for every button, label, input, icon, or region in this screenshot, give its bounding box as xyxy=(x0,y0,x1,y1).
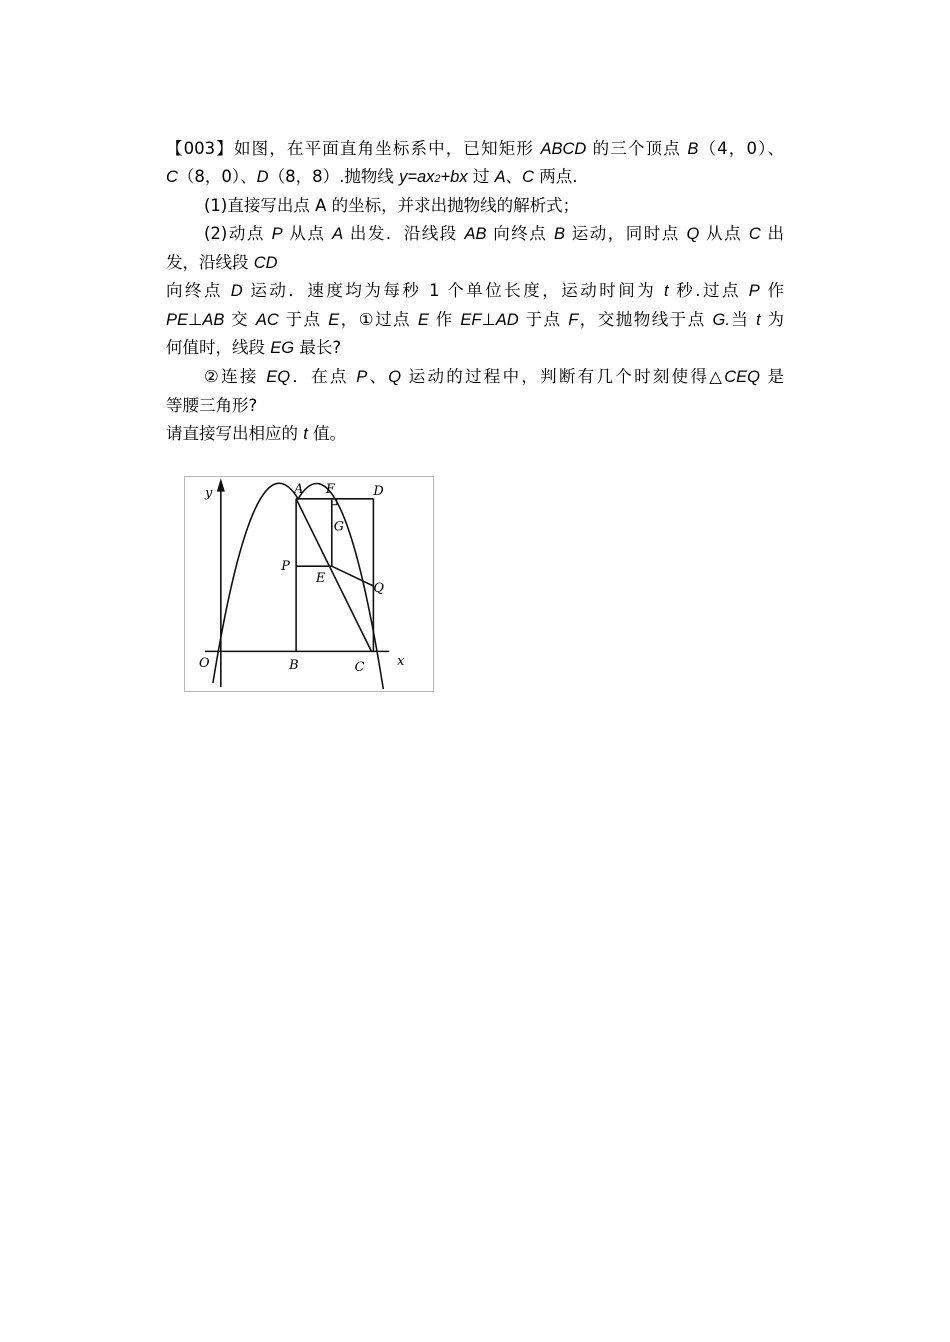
text-segment: (2)动点 xyxy=(204,224,272,243)
text-segment: 向终点 xyxy=(166,281,231,300)
text-segment: （8，8）.抛物线 xyxy=(268,167,400,186)
text-segment: 、 xyxy=(367,367,389,386)
text-segment: 为 xyxy=(760,310,784,329)
text-segment: （4，0）、 xyxy=(698,139,785,158)
text-segment: ，①过点 xyxy=(339,310,418,329)
math-eq: EQ xyxy=(266,368,291,386)
problem-bracket-close: 】 xyxy=(215,139,234,158)
text-segment: 是 xyxy=(759,367,784,386)
geometry-diagram xyxy=(185,477,433,691)
math-e: E xyxy=(417,311,429,329)
label-e: E xyxy=(315,571,326,587)
label-g: G xyxy=(333,519,345,535)
text-segment: 从点 xyxy=(699,224,749,243)
text-segment: 交 xyxy=(224,310,256,329)
text-segment: 何值时，线段 xyxy=(166,338,271,357)
math-b: B xyxy=(554,225,566,243)
math-c: C xyxy=(522,168,535,186)
problem-line-3 xyxy=(204,196,579,216)
text-segment: 的三个顶点 xyxy=(586,139,688,158)
text-segment: 运动的过程中，判断有几个时刻使得△ xyxy=(401,367,725,386)
label-b: B xyxy=(289,658,299,674)
math-ac: AC xyxy=(255,311,279,329)
text-segment: ②连接 xyxy=(204,367,267,386)
math-q: Q xyxy=(686,225,700,243)
text-segment: 运动，同时点 xyxy=(565,224,687,243)
math-t: t xyxy=(303,425,308,443)
math-a: A xyxy=(332,225,344,243)
text-segment: 运动．速度均为每秒 1 个单位长度，运动时间为 xyxy=(242,281,664,300)
math-c: C xyxy=(748,225,761,243)
math-equation-exponent: 2 xyxy=(434,173,441,185)
problem-bracket-open: 【 xyxy=(166,139,184,158)
math-p: P xyxy=(356,368,368,386)
geometry-figure xyxy=(184,476,434,692)
label-p: P xyxy=(281,559,290,575)
math-ef: EF xyxy=(460,311,482,329)
label-x: x xyxy=(397,654,405,670)
text-segment: 向终点 xyxy=(486,224,555,243)
text-segment: 如图，在平面直角坐标系中，已知矩形 xyxy=(233,139,541,158)
problem-line-8 xyxy=(166,338,341,358)
text-segment: 最长? xyxy=(294,338,342,357)
math-ab: AB xyxy=(464,225,487,243)
text-segment: 出 xyxy=(760,224,784,243)
text-segment: 于点 xyxy=(518,310,569,329)
math-q: Q xyxy=(388,368,402,386)
math-a: A xyxy=(494,168,506,186)
math-ceq: CEQ xyxy=(724,368,760,386)
text-segment: 从点 xyxy=(282,224,333,243)
text-segment: 等腰三角形? xyxy=(166,396,258,415)
problem-line-4 xyxy=(204,224,784,244)
text-segment: 当 xyxy=(729,310,757,329)
problem-line-2 xyxy=(166,167,578,189)
text-segment: 两点. xyxy=(534,167,578,186)
text-segment: 发，沿线段 xyxy=(166,253,254,272)
math-t: t xyxy=(756,311,761,329)
math-cd: CD xyxy=(253,254,278,272)
text-segment: ⊥ xyxy=(188,310,203,329)
text-segment: 出发．沿线段 xyxy=(343,224,465,243)
problem-number: 003 xyxy=(183,139,216,158)
math-equation-part1: y=ax xyxy=(399,168,435,186)
text-segment: （8，0）、 xyxy=(177,167,257,186)
text-segment: ，交抛物线于点 xyxy=(578,310,713,329)
math-b: B xyxy=(687,140,699,158)
problem-line-7 xyxy=(166,310,784,330)
label-o: O xyxy=(199,656,210,672)
text-segment: 值。 xyxy=(307,424,347,443)
math-ab: AB xyxy=(202,311,225,329)
math-abcd: ABCD xyxy=(540,140,587,158)
problem-line-9 xyxy=(204,367,784,387)
math-p: P xyxy=(748,282,760,300)
problem-line-1 xyxy=(166,139,784,159)
label-y: y xyxy=(204,485,213,501)
problem-line-11 xyxy=(166,424,346,444)
problem-line-6 xyxy=(166,281,784,301)
math-eg: EG xyxy=(270,339,295,357)
math-t: t xyxy=(663,282,669,300)
math-d: D xyxy=(230,282,243,300)
label-a: A xyxy=(294,481,304,497)
label-q: Q xyxy=(373,580,384,596)
text-segment: 秒.过点 xyxy=(668,281,749,300)
math-ad: AD xyxy=(495,311,519,329)
text-segment: 请直接写出相应的 xyxy=(166,424,304,443)
text-segment: 、 xyxy=(505,167,523,186)
text-segment: 过 xyxy=(467,167,495,186)
text-segment: ⊥ xyxy=(481,310,496,329)
math-g: G. xyxy=(712,311,730,329)
math-equation-part2: +bx xyxy=(440,168,468,186)
text-segment: 于点 xyxy=(278,310,329,329)
label-d: D xyxy=(373,483,384,499)
text-segment: ．在点 xyxy=(290,367,357,386)
text-segment: 作 xyxy=(759,281,784,300)
math-c: C xyxy=(166,168,178,186)
problem-line-5 xyxy=(166,253,278,273)
math-d: D xyxy=(256,168,269,186)
text-segment: 作 xyxy=(428,310,461,329)
label-c: C xyxy=(354,660,365,676)
math-e: E xyxy=(328,311,340,329)
problem-line-10 xyxy=(166,396,257,416)
text-segment: (1)直接写出点 A 的坐标，并求出抛物线的解析式； xyxy=(204,196,580,215)
math-f: F xyxy=(568,311,579,329)
y-axis-arrow xyxy=(218,481,224,491)
math-pe: PE xyxy=(166,311,189,329)
label-f: F xyxy=(325,481,335,497)
math-p: P xyxy=(271,225,283,243)
